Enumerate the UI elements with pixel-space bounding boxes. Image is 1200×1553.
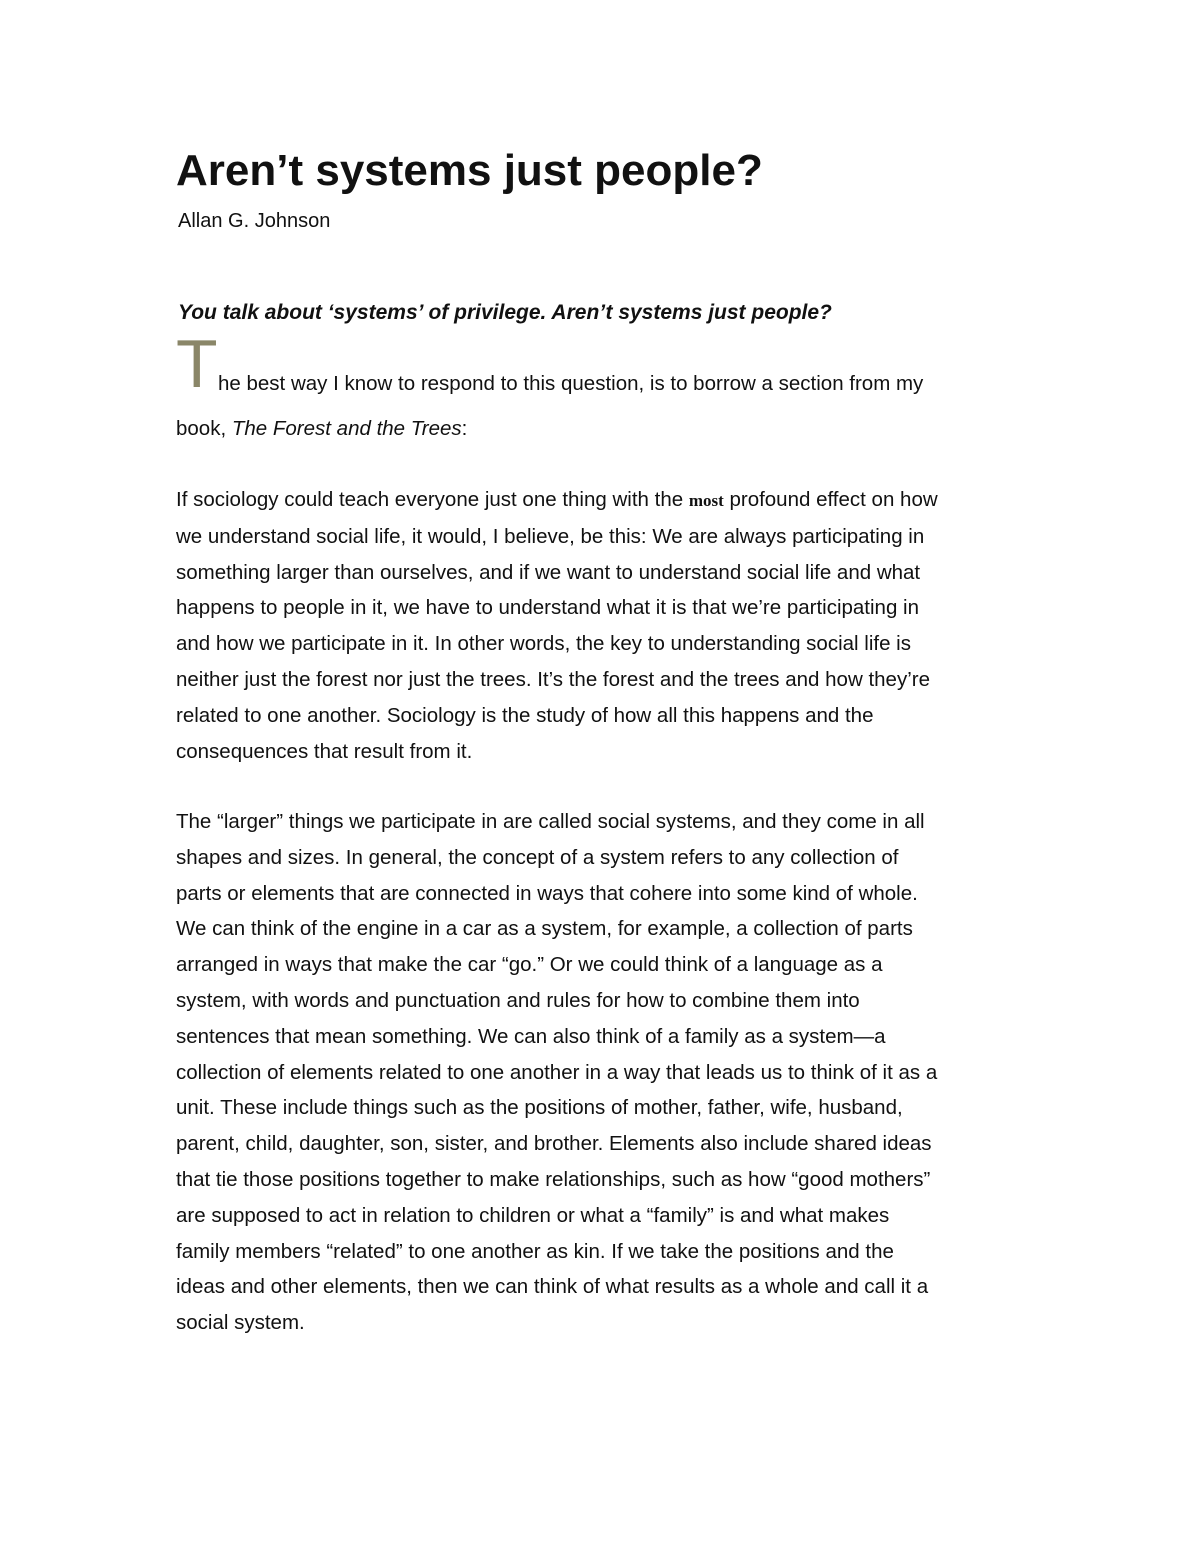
paragraph-line: neither just the forest nor just the trees. It’s the forest and the trees and how they’re [176, 667, 930, 691]
book-title: The Forest and the Trees [231, 417, 462, 440]
intro-line-2-suffix: : [461, 417, 468, 440]
author-name: Allan G. Johnson [178, 210, 331, 232]
paragraph-line: system, with words and punctuation and rules for how to combine them into [176, 988, 860, 1012]
paragraph-line: sentences that mean something. We can also think of a family as a system—a [176, 1024, 886, 1048]
paragraph-line: that tie those positions together to make relationships, such as how “good mothers” [176, 1167, 931, 1191]
intro-first-line [176, 326, 1036, 402]
paragraph-line: collection of elements related to one another in a way that leads us to think of it as a [176, 1060, 938, 1084]
paragraph-line: We can think of the engine in a car as a system, for example, a collection of parts [176, 917, 913, 941]
paragraph-line: family members “related” to one another as kin. If we take the positions and the [176, 1239, 894, 1263]
paragraph-line: social system. [176, 1311, 305, 1335]
paragraph-line: The “larger” things we participate in are called social systems, and they come in all [176, 810, 925, 833]
paragraph-line [176, 482, 1036, 519]
paragraph-line: happens to people in it, we have to understand what it is that we’re participating in [176, 596, 920, 620]
body-paragraph-2 [176, 804, 1036, 1341]
paragraph-line: consequences that result from it. [176, 739, 473, 763]
paragraph-line: parent, child, daughter, son, sister, and brother. Elements also include shared ideas [176, 1132, 932, 1156]
paragraph-line: arranged in ways that make the car “go.” Or we could think of a language as a [176, 953, 883, 977]
paragraph-line: something larger than ourselves, and if we want to understand social life and what [176, 560, 921, 584]
para1-line1-after: profound effect on how [723, 488, 938, 511]
paragraph-line: parts or elements that are connected in ways that cohere into some kind of whole. [176, 881, 918, 905]
drop-cap: T [176, 326, 218, 402]
question-heading: You talk about ‘systems’ of privilege. Aren’t systems just people? [178, 301, 832, 324]
paragraph-line: we understand social life, it would, I believe, be this: We are always participating in [176, 524, 925, 548]
paragraph-line: shapes and sizes. In general, the concept of a system refers to any collection of [176, 845, 899, 869]
body-paragraph-1 [176, 482, 1036, 769]
emphasis-word: most [688, 491, 724, 510]
paragraph-line: and how we participate in it. In other words, the key to understanding social life is [176, 632, 911, 656]
paragraph-line: ideas and other elements, then we can think of what results as a whole and call it a [176, 1275, 929, 1299]
document-title: Aren’t systems just people? [176, 146, 763, 195]
intro-paragraph [176, 326, 1036, 440]
paragraph-line: unit. These include things such as the positions of mother, father, wife, husband, [176, 1096, 903, 1120]
intro-line-2-prefix: book, [176, 417, 232, 440]
intro-line-1-text: he best way I know to respond to this question, is to borrow a section from my [218, 372, 924, 395]
intro-second-line [176, 414, 467, 444]
para1-line1-before: If sociology could teach everyone just one thing with the [176, 488, 689, 511]
paragraph-line: are supposed to act in relation to children or what a “family” is and what makes [176, 1203, 890, 1227]
paragraph-line: related to one another. Sociology is the study of how all this happens and the [176, 703, 874, 727]
